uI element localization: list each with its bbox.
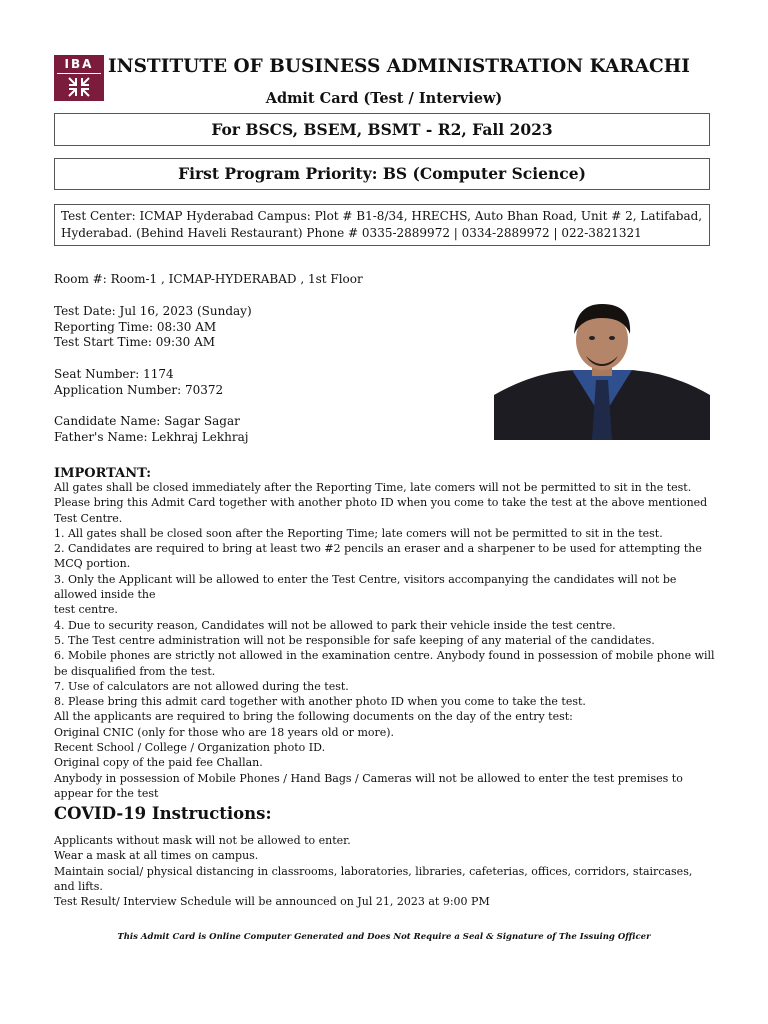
instruction-line: Wear a mask at all times on campus. — [54, 849, 259, 863]
instruction-line: test centre. — [54, 603, 118, 617]
covid-instructions — [54, 833, 716, 894]
candidate-name: Candidate Name: Sagar Sagar — [54, 414, 240, 428]
candidate-photo — [494, 300, 710, 440]
instruction-line: All gates shall be closed immediately after the Reporting Time, late comers will not be permitted to sit in the test. — [54, 481, 692, 494]
instruction-line: All the applicants are required to bring the following documents on the day of the entry test: — [54, 710, 573, 724]
instruction-line: 2. Candidates are required to bring at least two #2 pencils an eraser and a sharpener to be used for attempting the MCQ portion. — [54, 542, 702, 571]
test-center-box: Test Center: ICMAP Hyderabad Campus: Plot # B1-8/34, HRECHS, Auto Bhan Road, Unit # 2, Latifabad, Hyderabad. (Behind Haveli Restaurant) Phone # 0335-2889972 | 0334-2889972 | 022-3821321 — [54, 204, 710, 246]
seat-number: Seat Number: 1174 — [54, 367, 174, 381]
instruction-line: Original CNIC (only for those who are 18 years old or more). — [54, 725, 395, 739]
instruction-line: Anybody in possession of Mobile Phones / Hand Bags / Cameras will not be allowed to enter the test premises to appear for the test — [54, 771, 683, 800]
instruction-line: Maintain social/ physical distancing in classrooms, laboratories, libraries, cafeterias, offices, corridors, staircases, and lifts. — [54, 864, 693, 893]
logo-text: IBA — [64, 57, 94, 71]
institute-title: INSTITUTE OF BUSINESS ADMINISTRATION KARACHI — [108, 56, 690, 77]
room-number: Room #: Room-1 , ICMAP-HYDERABAD , 1st Floor — [54, 272, 363, 286]
father-name: Father's Name: Lekhraj Lekhraj — [54, 430, 249, 444]
instruction-line: 7. Use of calculators are not allowed during the test. — [54, 679, 349, 693]
instruction-line: 5. The Test centre administration will not be responsible for safe keeping of any material of the candidates. — [54, 633, 655, 647]
application-number: Application Number: 70372 — [54, 383, 224, 397]
footer-note: This Admit Card is Online Computer Generated and Does Not Require a Seal & Signature of The Issuing Officer — [117, 932, 651, 942]
important-heading: IMPORTANT: — [54, 466, 152, 481]
priority-box: First Program Priority: BS (Computer Science) — [54, 158, 710, 190]
covid-heading: COVID-19 Instructions: — [54, 804, 272, 823]
program-box: For BSCS, BSEM, BSMT - R2, Fall 2023 — [54, 113, 710, 146]
instruction-line: Original copy of the paid fee Challan. — [54, 756, 263, 770]
admit-card-title: Admit Card (Test / Interview) — [265, 90, 503, 107]
important-instructions — [54, 480, 716, 801]
instruction-line: Please bring this Admit Card together with another photo ID when you come to take the test at the above mentioned Test Centre. — [54, 496, 708, 525]
test-start-time: Test Start Time: 09:30 AM — [54, 335, 216, 349]
instruction-line: 3. Only the Applicant will be allowed to enter the Test Centre, visitors accompanying the candidates will not be allowed inside the — [54, 572, 677, 602]
logo-divider — [57, 73, 101, 74]
instruction-line: 6. Mobile phones are strictly not allowed in the examination centre. Anybody found in possession of mobile phone will be disqualified from the test. — [54, 649, 715, 678]
instruction-line: 1. All gates shall be closed soon after the Reporting Time; late comers will not be permitted to sit in the test. — [54, 526, 663, 540]
instruction-line: 8. Please bring this admit card together with another photo ID when you come to take the test. — [54, 695, 586, 709]
test-date: Test Date: Jul 16, 2023 (Sunday) — [54, 304, 252, 318]
instruction-line: Applicants without mask will not be allowed to enter. — [54, 834, 351, 847]
instruction-line: 4. Due to security reason, Candidates will not be allowed to park their vehicle inside the test centre. — [54, 618, 616, 632]
result-announcement: Test Result/ Interview Schedule will be announced on Jul 21, 2023 at 9:00 PM — [54, 895, 490, 908]
reporting-time: Reporting Time: 08:30 AM — [54, 320, 217, 334]
instruction-line: Recent School / College / Organization photo ID. — [54, 741, 326, 755]
